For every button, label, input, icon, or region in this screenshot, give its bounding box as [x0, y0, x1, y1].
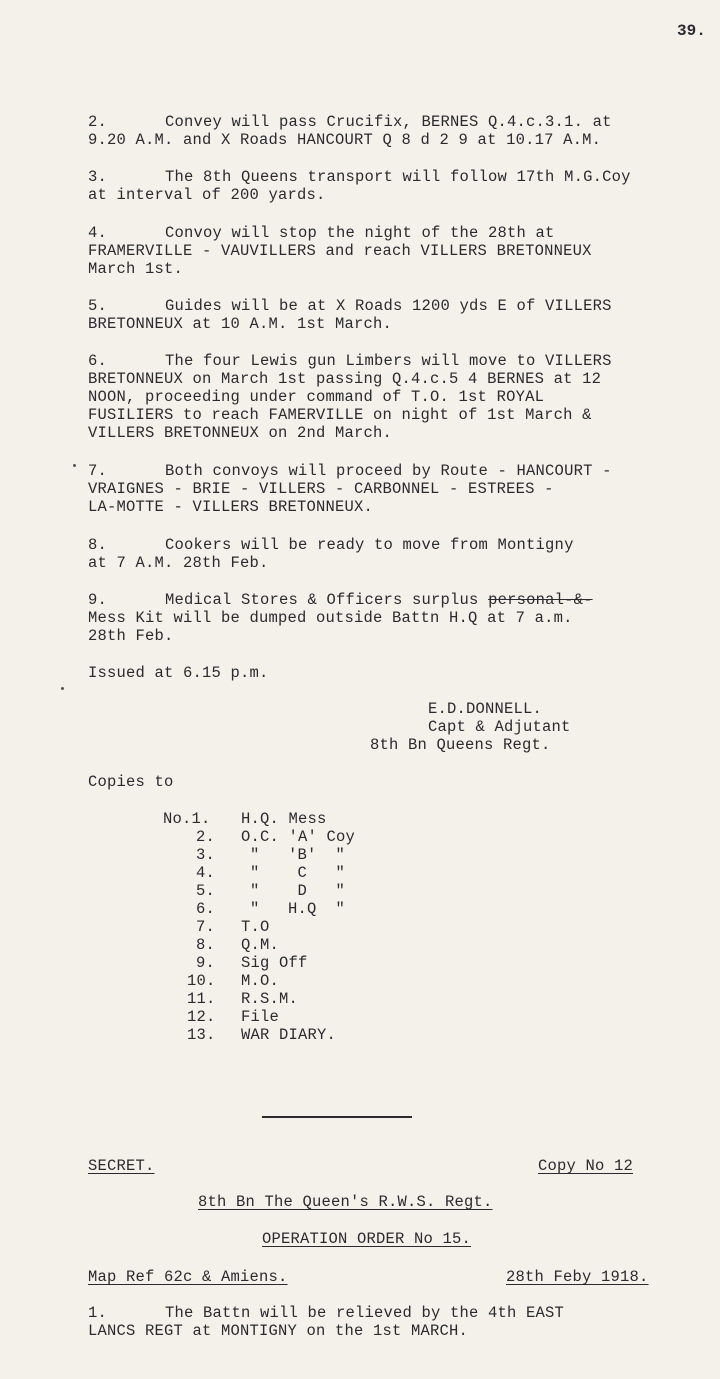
copy-number: 9.	[196, 954, 216, 972]
para-8-number: 8.	[88, 536, 108, 554]
para-7-number: 7.	[88, 462, 108, 480]
paper-speck	[73, 464, 76, 467]
copy-recipient: " H.Q "	[250, 900, 346, 918]
para-3-line-1: The 8th Queens transport will follow 17th M.G.Coy	[165, 168, 631, 186]
copy-number: 6.	[196, 900, 216, 918]
copy-recipient: H.Q. Mess	[241, 810, 327, 828]
copy-recipient: " C "	[250, 864, 346, 882]
para-6-line-4: FUSILIERS to reach FAMERVILLE on night of 1st March &	[88, 406, 592, 424]
copy-recipient: File	[241, 1008, 280, 1026]
para-7-line-3: LA-MOTTE - VILLERS BRETONNEUX.	[88, 498, 374, 516]
copy-recipient: Q.M.	[241, 936, 280, 954]
signature-unit: 8th Bn Queens Regt.	[370, 736, 551, 754]
para-2-line-2: 9.20 A.M. and X Roads HANCOURT Q 8 d 2 9 at 10.17 A.M.	[88, 131, 602, 149]
order-para-1-line-1: The Battn will be relieved by the 4th EAST	[165, 1304, 565, 1322]
para-6-line-1: The four Lewis gun Limbers will move to VILLERS	[165, 352, 612, 370]
para-7-line-1: Both convoys will proceed by Route - HANCOURT -	[165, 462, 612, 480]
issued-time: Issued at 6.15 p.m.	[88, 664, 269, 682]
para-5-number: 5.	[88, 297, 108, 315]
copy-number: 2.	[196, 828, 216, 846]
para-2-line-1: Convey will pass Crucifix, BERNES Q.4.c.3.1. at	[165, 113, 612, 131]
para-6-line-2: BRETONNEUX on March 1st passing Q.4.c.5 4 BERNES at 12	[88, 370, 602, 388]
copy-recipient: T.O	[241, 918, 270, 936]
unit-heading: 8th Bn The Queen's R.W.S. Regt.	[198, 1193, 493, 1211]
copy-recipient: " 'B' "	[250, 846, 346, 864]
copy-recipient: M.O.	[241, 972, 280, 990]
copy-recipient: O.C. 'A' Coy	[241, 828, 356, 846]
para-5-line-1: Guides will be at X Roads 1200 yds E of VILLERS	[165, 297, 612, 315]
copy-number-label: Copy No 12	[538, 1157, 634, 1175]
copy-recipient: " D "	[250, 882, 346, 900]
para-8-line-1: Cookers will be ready to move from Montigny	[165, 536, 574, 554]
para-3-line-2: at interval of 200 yards.	[88, 186, 326, 204]
signature-name: E.D.DONNELL.	[428, 700, 543, 718]
section-divider	[262, 1116, 412, 1118]
para-8-line-2: at 7 A.M. 28th Feb.	[88, 554, 269, 572]
copy-number: 3.	[196, 846, 216, 864]
copy-number: 8.	[196, 936, 216, 954]
para-5-line-2: BRETONNEUX at 10 A.M. 1st March.	[88, 315, 393, 333]
para-4-number: 4.	[88, 224, 108, 242]
copy-number: 7.	[196, 918, 216, 936]
para-9-line-3: 28th Feb.	[88, 627, 174, 645]
para-9-number: 9.	[88, 591, 108, 609]
para-9-line-1	[165, 591, 593, 609]
map-reference: Map Ref 62c & Amiens.	[88, 1268, 288, 1286]
copy-recipient: WAR DIARY.	[241, 1026, 337, 1044]
order-date: 28th Feby 1918.	[506, 1268, 649, 1286]
copy-recipient: Sig Off	[241, 954, 308, 972]
para-9-struck-text: personal-&-	[488, 591, 593, 609]
operation-order-title: OPERATION ORDER No 15.	[262, 1230, 472, 1248]
para-2-number: 2.	[88, 113, 108, 131]
para-3-number: 3.	[88, 168, 108, 186]
signature-rank: Capt & Adjutant	[428, 718, 571, 736]
copies-heading: Copies to	[88, 773, 174, 791]
copy-number: 5.	[196, 882, 216, 900]
para-6-number: 6.	[88, 352, 108, 370]
para-6-line-3: NOON, proceeding under command of T.O. 1st ROYAL	[88, 388, 545, 406]
order-para-1-number: 1.	[88, 1304, 108, 1322]
copy-number: 13.	[187, 1026, 216, 1044]
para-9-line-1-text: Medical Stores & Officers surplus	[165, 591, 489, 609]
copy-number: 11.	[187, 990, 216, 1008]
secret-label: SECRET.	[88, 1157, 155, 1175]
para-9-line-2: Mess Kit will be dumped outside Battn H.Q at 7 a.m.	[88, 609, 573, 627]
para-4-line-2: FRAMERVILLE - VAUVILLERS and reach VILLERS BRETONNEUX	[88, 242, 592, 260]
para-4-line-1: Convoy will stop the night of the 28th at	[165, 224, 555, 242]
page-number: 39.	[677, 22, 706, 40]
paper-speck	[61, 687, 64, 690]
copy-number: 12.	[187, 1008, 216, 1026]
copy-number: 10.	[187, 972, 216, 990]
copy-recipient: R.S.M.	[241, 990, 299, 1008]
copy-number: No.1.	[163, 810, 211, 828]
para-7-line-2: VRAIGNES - BRIE - VILLERS - CARBONNEL - ESTREES -	[88, 480, 554, 498]
para-4-line-3: March 1st.	[88, 260, 184, 278]
para-6-line-5: VILLERS BRETONNEUX on 2nd March.	[88, 424, 393, 442]
order-para-1-line-2: LANCS REGT at MONTIGNY on the 1st MARCH.	[88, 1322, 469, 1340]
copy-number: 4.	[196, 864, 216, 882]
